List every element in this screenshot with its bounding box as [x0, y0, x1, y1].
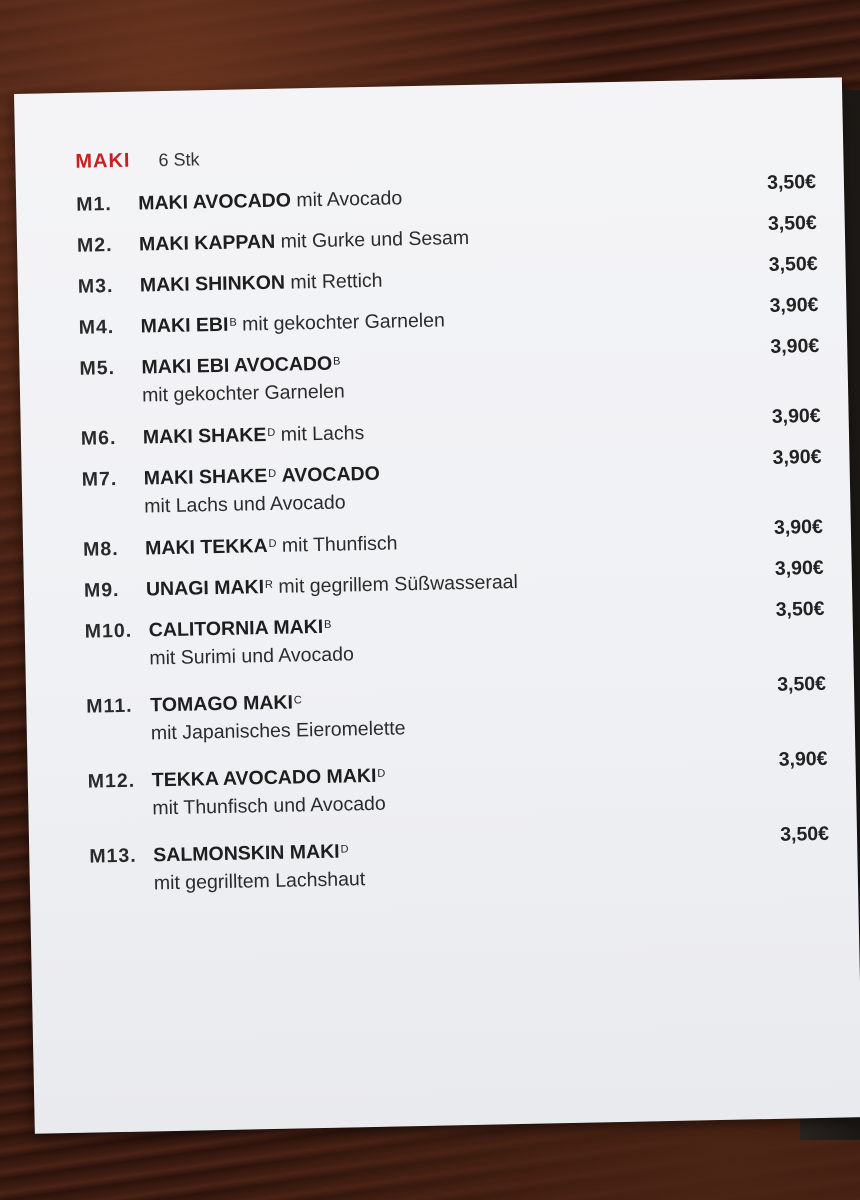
- item-price: 3,50€: [775, 597, 825, 621]
- item-text: [150, 678, 827, 767]
- item-description: mit Avocado: [296, 187, 403, 212]
- item-description: mit gegrilltem Lachshaut: [153, 868, 366, 895]
- item-code: M11.: [86, 694, 133, 718]
- item-code: M5.: [79, 357, 116, 380]
- item-name: SALMONSKIN MAKI: [153, 840, 340, 867]
- item-price: 3,90€: [770, 334, 820, 358]
- item-name: MAKI EBI: [140, 313, 229, 338]
- item-price: 3,90€: [774, 556, 824, 580]
- item-code: M3.: [77, 275, 114, 298]
- item-description: mit Lachs und Avocado: [144, 491, 346, 518]
- item-price: 3,50€: [768, 252, 818, 276]
- allergen-marker: B: [229, 316, 237, 329]
- item-description: mit Thunfisch: [281, 532, 398, 557]
- menu-item-m13: [89, 822, 830, 918]
- item-description: mit gekochter Garnelen: [141, 380, 345, 407]
- item-price: 3,90€: [769, 293, 819, 317]
- item-name: TOMAGO MAKI: [150, 691, 294, 717]
- item-price: 3,90€: [772, 445, 822, 469]
- item-code: M8.: [82, 537, 119, 561]
- item-name: MAKI AVOCADO: [138, 189, 292, 215]
- item-description: mit gekochter Garnelen: [241, 309, 446, 336]
- item-code: M4.: [78, 316, 115, 339]
- menu-page: [14, 77, 860, 1133]
- item-price: 3,50€: [779, 822, 830, 846]
- item-code: M12.: [87, 769, 136, 793]
- item-name: MAKI KAPPAN: [138, 230, 276, 256]
- item-name: UNAGI MAKI: [145, 576, 265, 601]
- item-description: mit Rettich: [290, 269, 383, 294]
- item-name: MAKI SHINKON: [139, 271, 286, 297]
- item-text: [152, 753, 829, 842]
- item-price: 3,50€: [776, 672, 827, 696]
- item-code: M9.: [83, 578, 120, 602]
- item-code: M2.: [76, 234, 113, 257]
- item-description: mit gegrillem Süßwasseraal: [278, 570, 519, 598]
- item-description: mit Lachs: [280, 422, 365, 446]
- allergen-marker: D: [268, 537, 277, 550]
- item-code: M10.: [84, 619, 133, 643]
- item-price: 3,90€: [778, 747, 828, 771]
- item-name: CALITORNIA MAKI: [148, 615, 324, 642]
- section-title: MAKI: [75, 149, 131, 173]
- allergen-marker: R: [264, 578, 274, 592]
- item-name-suffix: AVOCADO: [281, 462, 381, 487]
- allergen-marker: D: [340, 843, 349, 856]
- item-description: mit Gurke und Sesam: [280, 226, 470, 253]
- allergen-marker: C: [293, 694, 302, 707]
- allergen-marker: B: [332, 355, 341, 368]
- item-name: MAKI EBI AVOCADO: [141, 352, 333, 379]
- item-code: M7.: [81, 468, 118, 491]
- item-text: [153, 828, 830, 917]
- allergen-marker: D: [377, 767, 386, 780]
- section-quantity: 6 Stk: [158, 149, 200, 171]
- item-text: [149, 603, 826, 692]
- item-price: 3,90€: [773, 515, 824, 539]
- item-price: 3,50€: [766, 170, 817, 194]
- item-name: MAKI SHAKE: [142, 424, 267, 449]
- item-code: M13.: [89, 844, 137, 868]
- item-price: 3,50€: [767, 211, 817, 235]
- item-description: mit Thunfisch und Avocado: [152, 792, 386, 820]
- item-code: M1.: [76, 193, 112, 216]
- allergen-marker: D: [267, 426, 276, 439]
- menu-content: [75, 136, 830, 918]
- item-description: mit Surimi und Avocado: [149, 643, 355, 670]
- item-code: M6.: [80, 427, 117, 450]
- item-name: TEKKA AVOCADO MAKI: [151, 764, 377, 792]
- allergen-marker: D: [268, 467, 277, 480]
- item-price: 3,90€: [771, 404, 821, 428]
- item-name: MAKI SHAKE: [143, 464, 268, 490]
- item-name: MAKI TEKKA: [144, 535, 268, 560]
- allergen-marker: B: [324, 618, 332, 631]
- item-description: mit Japanisches Eieromelette: [150, 717, 406, 745]
